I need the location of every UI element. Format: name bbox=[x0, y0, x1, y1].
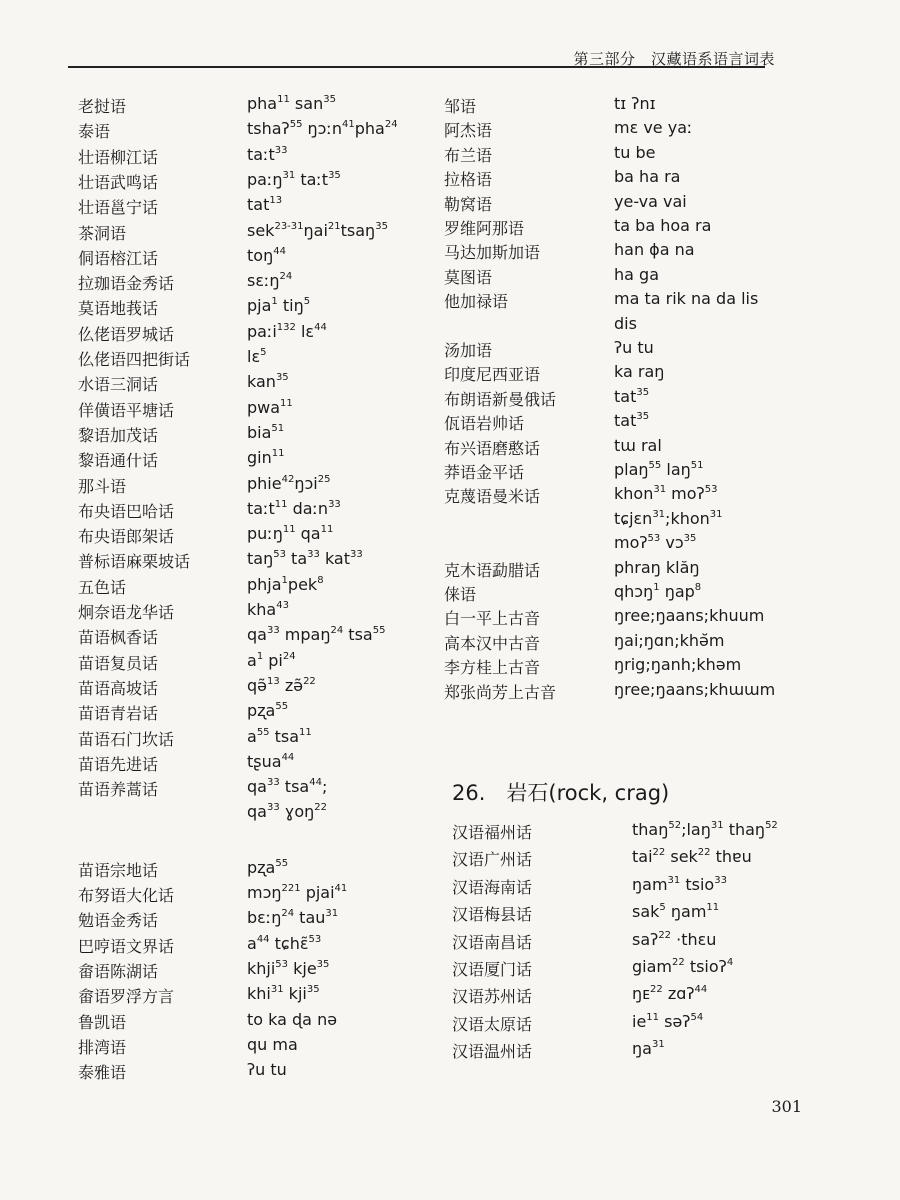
word-form: tɕjɛn$^{31}$;khon$^{31}$ bbox=[614, 508, 723, 528]
language-name: 汉语海南话 bbox=[452, 877, 533, 897]
language-name: 苗语青岩话 bbox=[78, 704, 159, 724]
language-name: 邹语 bbox=[444, 97, 477, 116]
language-name: 俫语 bbox=[444, 585, 477, 604]
word-form: phie$^{42}$ŋɔi$^{25}$ bbox=[247, 473, 331, 493]
language-name: 水语三洞话 bbox=[78, 375, 159, 395]
word-form: tɪ ʔnɪ bbox=[614, 94, 656, 113]
word-form: $ie^{11}$ səʔ$^{54}$ bbox=[632, 1011, 704, 1031]
word-form: saʔ$^{22}$ ·thɛu bbox=[632, 929, 717, 949]
language-name: 畲语罗浮方言 bbox=[78, 987, 175, 1007]
word-form: dis bbox=[614, 313, 637, 333]
word-form: ʔu tu bbox=[614, 338, 654, 357]
language-name: 鲁凯语 bbox=[78, 1012, 127, 1032]
language-name: 佯僙语平塘话 bbox=[78, 400, 175, 420]
word-form: ŋrig;ŋanh;khəm bbox=[614, 655, 742, 675]
language-name: 克蔑语曼米话 bbox=[444, 487, 541, 507]
language-name: 莫语地莪话 bbox=[78, 299, 159, 319]
word-form: tai$^{22}$ sek$^{22}$ thɐu bbox=[632, 847, 752, 867]
language-name: 炯奈语龙华话 bbox=[78, 603, 175, 622]
word-form: kan$^{35}$ bbox=[247, 372, 289, 392]
word-form: plaŋ$^{55}$ laŋ$^{51}$ bbox=[614, 460, 704, 479]
word-form: gin$^{11}$ bbox=[247, 448, 285, 468]
word-form: khon$^{31}$ moʔ$^{53}$ bbox=[614, 484, 718, 504]
word-form: ma ta rik na da lis bbox=[614, 289, 759, 309]
language-name: 畲语陈湖话 bbox=[78, 961, 159, 981]
word-form: khji$^{53}$ kje$^{35}$ bbox=[247, 958, 330, 978]
language-name: 侗语榕江话 bbox=[78, 248, 159, 268]
word-form: paːŋ$^{31}$ taːt$^{35}$ bbox=[247, 169, 341, 189]
language-name: 苗语复员话 bbox=[78, 653, 159, 673]
page-number: 301 bbox=[771, 1097, 802, 1116]
word-form: qə̃$^{13}$ zə̃$^{22}$ bbox=[247, 675, 316, 695]
word-form: ba ha ra bbox=[614, 167, 681, 187]
word-form: ha ga bbox=[614, 264, 659, 284]
word-form: pja$^1$ tiŋ$^5$ bbox=[247, 296, 311, 316]
language-name: 汉语厦门话 bbox=[452, 960, 533, 979]
language-name: 苗语石门坎话 bbox=[78, 729, 175, 749]
word-form: $a^{44}$ tɕhɛ̃$^{53}$ bbox=[247, 933, 322, 953]
word-form: thaŋ$^{52}$;laŋ$^{31}$ thaŋ$^{52}$ bbox=[632, 820, 778, 839]
language-name: 苗语宗地话 bbox=[78, 860, 159, 880]
word-form: pʐa$^{55}$ bbox=[247, 701, 289, 721]
word-form: sek$^{23-31}$ŋai$^{21}$tsaŋ$^{35}$ bbox=[247, 220, 388, 240]
word-form: ŋᴇ$^{22}$ zɑʔ$^{44}$ bbox=[632, 984, 708, 1004]
language-name: 老挝语 bbox=[78, 97, 127, 116]
word-form: ŋam$^{31}$ tsio$^{33}$ bbox=[632, 874, 727, 894]
word-form: phraŋ klăŋ bbox=[614, 557, 700, 577]
word-form: mɛ ve yaː bbox=[614, 118, 693, 138]
language-name: 罗维阿那语 bbox=[444, 219, 525, 238]
language-name: 仫佬语罗城话 bbox=[78, 324, 175, 344]
language-name: 汉语温州话 bbox=[452, 1042, 533, 1062]
word-form: pha$^{11}$ san$^{35}$ bbox=[247, 94, 336, 113]
word-form: $qa^{33}$ mpaŋ$^{24}$ tsa$^{55}$ bbox=[247, 625, 386, 645]
language-name: 汉语梅县话 bbox=[452, 905, 533, 925]
word-form: phja$^1$pek$^8$ bbox=[247, 574, 324, 594]
word-form: pʐa$^{55}$ bbox=[247, 857, 289, 877]
word-form: sɛːŋ$^{24}$ bbox=[247, 271, 293, 291]
language-name: 汉语广州话 bbox=[452, 850, 533, 870]
word-form: taŋ$^{53}$ $ta^{33}$ kat$^{33}$ bbox=[247, 549, 363, 569]
language-name: 阿杰语 bbox=[444, 121, 493, 141]
word-form: giam$^{22}$ tsioʔ$^4$ bbox=[632, 957, 734, 976]
language-name: 莽语金平话 bbox=[444, 463, 525, 482]
language-name: 高本汉中古音 bbox=[444, 633, 541, 653]
language-name: 苗语养蒿话 bbox=[78, 780, 159, 800]
language-name: 布央语巴哈话 bbox=[78, 501, 175, 521]
word-form: taːt$^{11}$ daːn$^{33}$ bbox=[247, 498, 341, 518]
language-name: 壮语柳江话 bbox=[78, 147, 159, 167]
word-form: ŋree;ŋaans;khɯɯm bbox=[614, 679, 776, 699]
language-name: 汤加语 bbox=[444, 341, 493, 360]
word-form: tat$^{13}$ bbox=[247, 195, 283, 215]
language-name: 布努语大化话 bbox=[78, 886, 175, 905]
language-name: 布兴语磨憨话 bbox=[444, 438, 541, 458]
word-form: $ŋa^{31}$ bbox=[632, 1039, 665, 1059]
word-form: $qa^{33}$ tsa$^{44}$; bbox=[247, 777, 328, 797]
language-name: 拉格语 bbox=[444, 170, 493, 190]
language-name: 李方桂上古音 bbox=[444, 658, 541, 678]
word-form: pwa$^{11}$ bbox=[247, 397, 293, 417]
language-name: 排湾语 bbox=[78, 1037, 127, 1057]
word-form: ta ba hoa ra bbox=[614, 216, 712, 235]
word-form: qhɔŋ$^1$ ŋap$^8$ bbox=[614, 582, 702, 601]
language-name: 壮语武鸣话 bbox=[78, 172, 159, 192]
word-form: tʂua$^{44}$ bbox=[247, 751, 295, 771]
word-form: puːŋ$^{11}$ $qa^{11}$ bbox=[247, 524, 334, 544]
word-form: paːi$^{132}$ lɛ$^{44}$ bbox=[247, 321, 327, 341]
language-name: 他加禄语 bbox=[444, 292, 509, 312]
language-name: 黎语加茂话 bbox=[78, 425, 159, 445]
word-form: ŋai;ŋɑn;khǝ̆m bbox=[614, 630, 725, 650]
word-form: han ɸa na bbox=[614, 240, 695, 260]
language-name: 勉语金秀话 bbox=[78, 911, 159, 931]
language-name: 布兰语 bbox=[444, 145, 493, 165]
language-name: 勒窝语 bbox=[444, 194, 493, 214]
word-form: $qa^{33}$ ɣoŋ$^{22}$ bbox=[247, 802, 327, 822]
header-rule bbox=[68, 66, 765, 68]
language-name: 黎语通什话 bbox=[78, 451, 159, 471]
word-form: khi$^{31}$ kji$^{35}$ bbox=[247, 984, 320, 1004]
word-form: to ka ɖa nə bbox=[247, 1009, 338, 1029]
word-form: taːt$^{33}$ bbox=[247, 144, 288, 164]
language-name: 布央语郎架话 bbox=[78, 527, 175, 547]
word-form: qu ma bbox=[247, 1034, 298, 1054]
running-header: 第三部分 汉藏语系语言词表 bbox=[573, 50, 775, 68]
language-name: 泰雅语 bbox=[78, 1063, 127, 1083]
language-name: 苗语枫香话 bbox=[78, 628, 159, 648]
language-name: 普标语麻栗坡话 bbox=[78, 552, 191, 572]
language-name: 克木语勐腊话 bbox=[444, 560, 541, 580]
word-form: bɛːŋ$^{24}$ tau$^{31}$ bbox=[247, 908, 339, 928]
word-form: kha$^{43}$ bbox=[247, 600, 289, 619]
word-form: tat$^{35}$ bbox=[614, 386, 650, 406]
word-form: ye-va vai bbox=[614, 191, 687, 211]
language-name: 汉语苏州话 bbox=[452, 987, 533, 1007]
section-heading: 26. 岩石(rock, crag) bbox=[452, 781, 670, 805]
word-form: ka raŋ bbox=[614, 362, 665, 382]
language-name: 那斗语 bbox=[78, 476, 127, 496]
word-form: lɛ$^5$ bbox=[247, 347, 267, 366]
word-form: sak$^5$ ŋam$^{11}$ bbox=[632, 902, 720, 922]
language-name: 郑张尚芳上古音 bbox=[444, 682, 557, 702]
word-form: ʔu tu bbox=[247, 1060, 287, 1080]
language-name: 布朗语新曼俄话 bbox=[444, 389, 557, 409]
language-name: 拉珈语金秀话 bbox=[78, 274, 175, 294]
word-form: tshaʔ$^{55}$ ŋɔːn$^{41}$pha$^{24}$ bbox=[247, 119, 398, 139]
word-form: tat$^{35}$ bbox=[614, 411, 650, 431]
language-name: 仫佬语四把街话 bbox=[78, 350, 191, 369]
language-name: 莫图语 bbox=[444, 267, 493, 287]
language-name: 泰语 bbox=[78, 122, 111, 142]
language-name: 巴哼语文界话 bbox=[78, 936, 175, 956]
word-form: bia$^{51}$ bbox=[247, 422, 285, 442]
word-form: toŋ$^{44}$ bbox=[247, 245, 286, 265]
language-name: 壮语邕宁话 bbox=[78, 198, 159, 218]
language-name: 印度尼西亚语 bbox=[444, 365, 541, 385]
language-name: 苗语高坡话 bbox=[78, 678, 159, 698]
language-name: 汉语太原话 bbox=[452, 1014, 533, 1034]
language-name: 白一平上古音 bbox=[444, 609, 541, 629]
word-form: tɯ ral bbox=[614, 435, 662, 455]
word-form: $a^{55}$ tsa$^{11}$ bbox=[247, 726, 312, 746]
language-name: 汉语南昌话 bbox=[452, 932, 533, 952]
word-form: $a^1$ $pi^{24}$ bbox=[247, 650, 296, 670]
word-form: moʔ$^{53}$ vɔ$^{35}$ bbox=[614, 533, 697, 553]
word-form: tu be bbox=[614, 142, 656, 162]
language-name: 苗语先进话 bbox=[78, 754, 159, 774]
language-name: 汉语福州话 bbox=[452, 823, 533, 842]
word-form: mɔŋ$^{221}$ pjai$^{41}$ bbox=[247, 883, 348, 902]
language-name: 马达加斯加语 bbox=[444, 243, 541, 263]
word-form: ŋree;ŋaans;khuum bbox=[614, 606, 765, 626]
language-name: 茶洞语 bbox=[78, 223, 127, 243]
language-name: 佤语岩帅话 bbox=[444, 414, 525, 434]
language-name: 五色话 bbox=[78, 577, 127, 597]
